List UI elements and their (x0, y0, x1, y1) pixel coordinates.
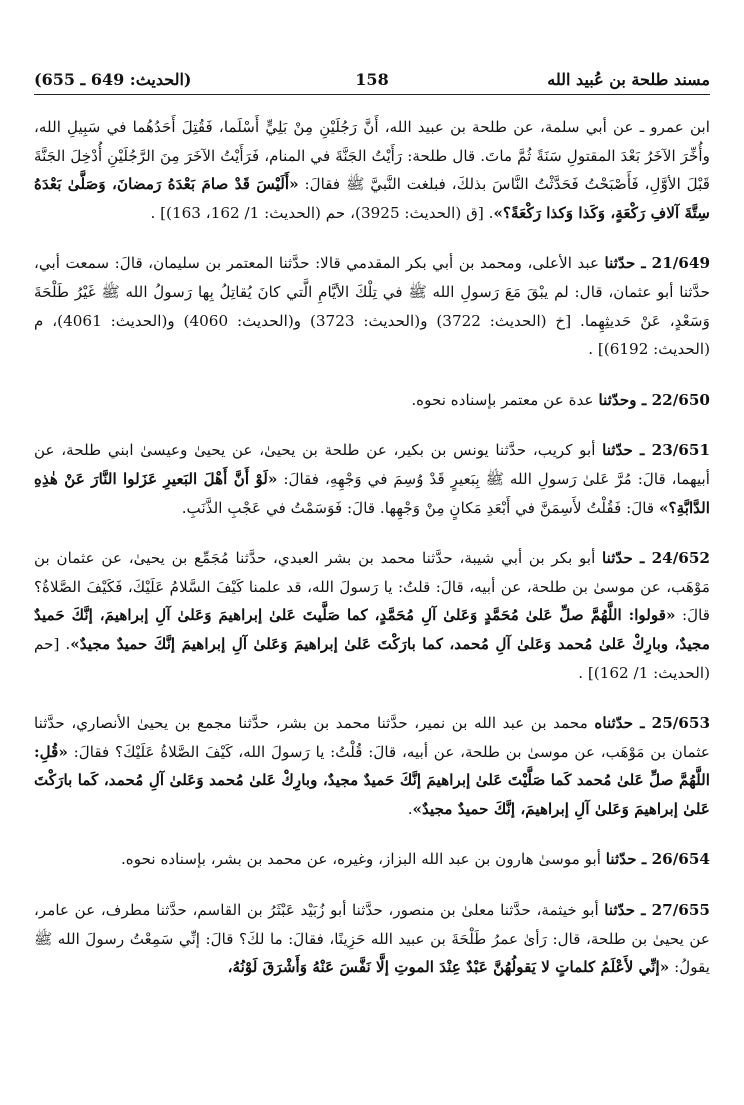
text-segment: أبو موسىٰ هارون بن عبد الله البزاز، وغيره، عن محمد بن بشر، بإسناده نحوه. (120, 850, 606, 869)
hadith-entry-649 (34, 249, 710, 363)
text-segment: عبد الأعلى، ومحمد بن أبي بكر المقدمي قالا: حدَّثنا المعتمر بن سليمان، قالَ: سمعت أبي، حدَّثنا أبو عثمان، قال: لم يبْقَ مَعَ رَسولِ الله ﷺ في تِلْكَ الأيَّامِ الَّتي كانَ يُقاتِلُ بِها رَسولُ الله ﷺ غَيْرُ طَلْحَةَ وَسَعْدٍ، عَنْ حَديثِهِما. [خ (الحديث: 3722) و(الحديث: 3723) و(الحديث: 4060) و(الحديث: 4061)، م (الحديث: 6192)] . (34, 254, 710, 359)
text-segment: أبو بكر بن أبي شيبة، حدَّثنا محمد بن بشر العبدي، حدَّثنا مُجَمِّع بن يحيىٰ، عن عثمان بن مَوْهَب، عن موسىٰ بن طلحة، عن أبيه، قالَ: قلتُ: يا رَسولَ الله، قد علمنا كَيْفَ السَّلامُ عَلَيْكَ، فَكَيْفَ الصَّلاةُ؟ قالَ: (34, 549, 710, 625)
bold-text: 26/654 ـ حدّثنا (605, 850, 710, 869)
bold-text: «قولوا: اللَّهُمَّ صلِّ عَلىٰ مُحَمَّدٍ وَعَلىٰ آلِ مُحَمَّدٍ، كما صَلَّيتَ عَلىٰ إبراهيمَ وَعَلىٰ آلِ إبراهيمَ، إنَّكَ حَميدٌ مجيدٌ، وبارِكْ عَلىٰ مُحمد وَعَلىٰ آلِ مُحمد، كما بارَكْتَ عَلىٰ إبراهيمَ وَعَلىٰ آلِ إبراهيمَ إنَّكَ حميدٌ مجيدٌ» (34, 606, 710, 653)
bold-text: 21/649 ـ حدّثنا (604, 254, 711, 273)
bold-text: «إنِّي لأَعْلَمُ كلماتٍ لا يَقولُهُنَّ عَبْدٌ عِنْدَ الموتِ إلَّا نَفَّسَ عَنْهُ وَأَشْرَقَ لَوْنُهُ، (227, 958, 670, 977)
text-segment: قالَ: فَقُلْتُ لأَسِمَنَّ في أَبْعَدِ مَكانٍ مِنْ وَجْهِها. قالَ: فَوَسَمْتُ في عَجْبِ الذَّنَبِ. (181, 498, 660, 517)
text-segment: عدة عن معتمر بإسناده نحوه. (411, 390, 599, 409)
bold-text: 23/651 ـ حدّثنا (602, 441, 711, 460)
hadith-entry-653 (34, 709, 710, 823)
text-segment: . (407, 799, 413, 818)
bold-text: 24/652 ـ حدّثنا (602, 549, 710, 568)
bold-text: «قُلِ: اللَّهُمَّ صلِّ عَلىٰ مُحمد كَما صَلَّيْتَ عَلىٰ إبراهيمَ إنَّكَ حَميدٌ مجيدٌ، وبارِكْ عَلىٰ مُحمد وَعَلىٰ آلِ مُحمد، كَما بارَكْتَ عَلىٰ إبراهيمَ وَعَلىٰ آلِ إبراهيمَ، إنَّكَ حميدٌ مجيدٌ» (34, 742, 710, 818)
bold-text: «لَوْ أَنَّ أَهْلَ البَعيرِ عَزَلوا النَّارَ عَنْ هٰذِهِ الدَّابَّةِ؟» (34, 469, 710, 517)
text-segment: . [حم (الحديث: 1/ 162)] . (34, 634, 710, 682)
page-header (34, 60, 710, 95)
hadith-entry-652 (34, 544, 710, 687)
bold-text: «أَلَيْسَ قَدْ صامَ بَعْدَهُ رَمضانَ، وَصَلَّىٰ بَعْدَهُ سِتَّةَ آلافِ رَكْعَةٍ، وَكَذا وَكذا رَكْعَةً؟» (34, 175, 710, 222)
text-segment: محمد بن عبد الله بن نمير، حدَّثنا محمد بن بشر، حدَّثنا مجمع بن يحيىٰ الأنصاري، حدَّثنا عثمان بن مَوْهَب، عن موسىٰ بن طلحة، عن أبيه، قالَ: قُلْتُ: يا رَسولَ الله، كَيْفَ الصَّلاةُ عَلَيْكَ؟ فقالَ: (34, 714, 710, 761)
hadith-entry-651 (34, 436, 710, 522)
text-segment: أبو خيثمة، حدَّثنا معلىٰ بن منصور، حدَّثنا أبو زُبَيْد عَبْثَرُ بن القاسم، حدَّثنا مطرف، عن عامر، عن يحيىٰ بن طلحة، قال: رَأىٰ عمرُ طَلْحَةَ بن عبيد الله حَزِينًا، فقالَ: ما لكَ؟ قالَ: إنِّي سَمِعْتُ رسولَ الله ﷺ يقولُ: (34, 901, 710, 977)
hadith-list (34, 113, 710, 982)
text-segment: ابن عمرو ـ عن أبي سلمة، عن طلحة بن عبيد الله، أَنَّ رَجُلَيْنِ مِنْ بَلِيٍّ أَسْلَما، فَقُتِلَ أَحَدُهُما في سَبِيلِ الله، وأُخِّرَ الآخَرُ بَعْدَ المقتولِ سَنَةً ثُمَّ ماتَ. قال طلحة: رَأَيْتُ الجَنَّةَ في المنام، فَرَأَيْتُ الآخَرَ مِنَ الرَّجُلَيْنِ أُدْخِلَ الجَنَّةَ قَبْلَ الأوَّلِ، فَأَصْبَحْتُ فَحَدَّثْتُ النَّاسَ بذلكَ، فبلغت النَّبيَّ ﷺ فقالَ: (34, 118, 710, 194)
book-page (34, 60, 710, 982)
hadith-entry-655 (34, 896, 710, 982)
hadith-entry-650 (34, 386, 710, 415)
bold-text: 25/653 ـ حدّثناه (594, 714, 711, 733)
hadith-range: (الحديث: 649 ـ 655) (34, 70, 192, 89)
bold-text: 22/650 ـ وحدّثنا (598, 390, 710, 409)
hadith-entry-648-cont (34, 113, 710, 227)
page-number: 158 (355, 70, 389, 89)
hadith-entry-654 (34, 845, 710, 874)
running-title: مسند طلحة بن عُبيد الله (547, 70, 710, 89)
text-segment: أبو كريب، حدَّثنا يونس بن بكير، عن طلحة بن يحيىٰ، عن يحيىٰ وعيسىٰ ابني طلحة، عن أبيهما، قالَ: مُرَّ عَلىٰ رَسولِ الله ﷺ بِبَعيرٍ قَدْ وُسِمَ في وَجْهِهِ، فقالَ: (34, 441, 710, 488)
text-segment: . [ق (الحديث: 3925)، حم (الحديث: 1/ 162، 163)] . (150, 203, 494, 222)
bold-text: 27/655 ـ حدّثنا (604, 901, 710, 920)
